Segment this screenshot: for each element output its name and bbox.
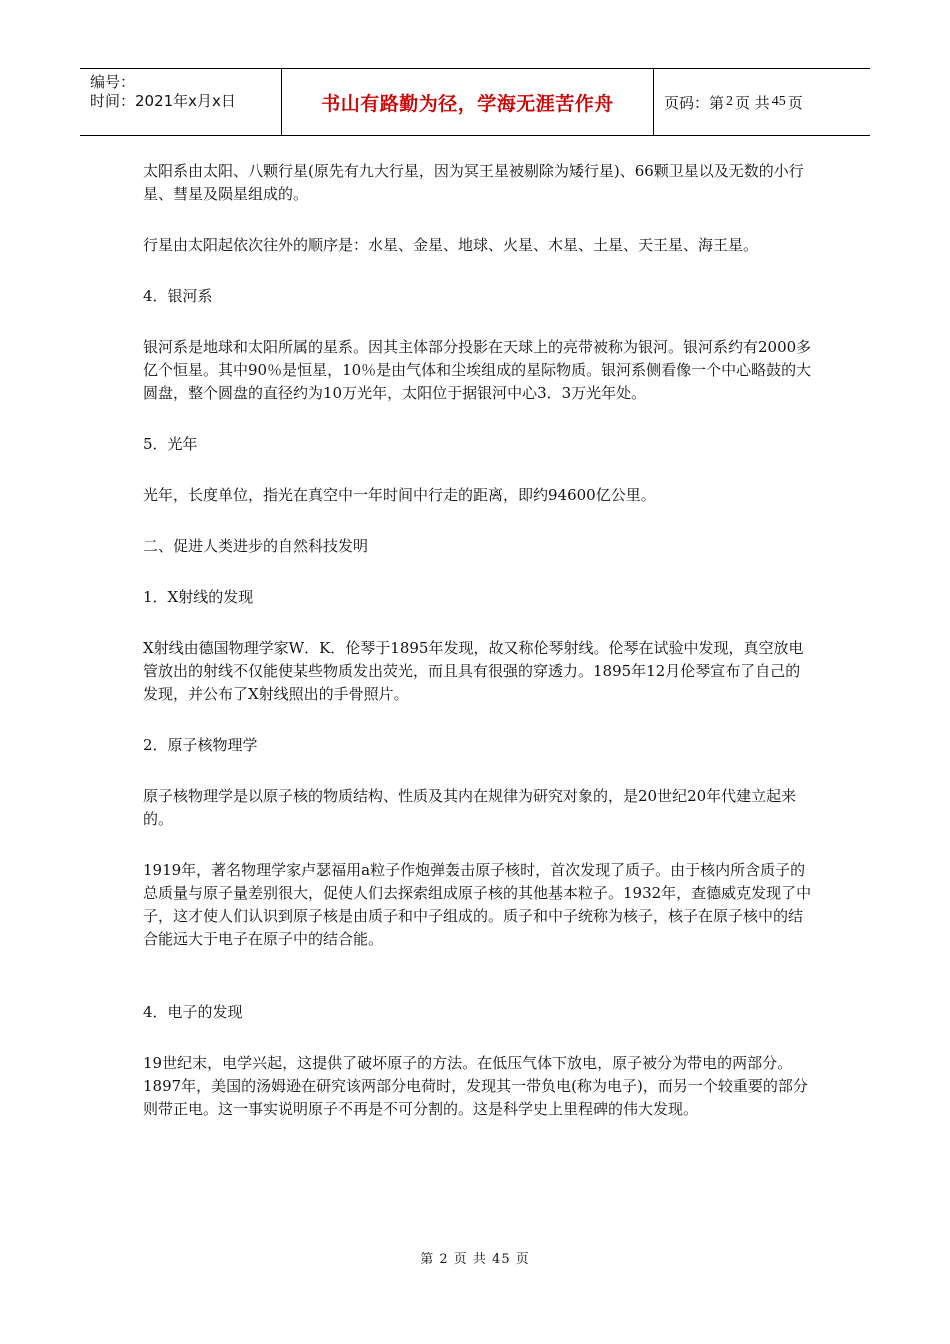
- page-footer: 第 2 页 共 45 页: [420, 1252, 530, 1267]
- heading-light-year: 5．光年: [143, 435, 198, 453]
- header-meta: [80, 69, 282, 135]
- page-label-middle: 页 共: [735, 93, 770, 112]
- header-motto-cell: [282, 69, 654, 135]
- paragraph-nuclear-physics: 原子核物理学是以原子核的物质结构、性质及其内在规律为研究对象的，是20世纪20年代建立起来的。: [143, 787, 797, 828]
- page-current-number: 2: [726, 94, 734, 109]
- page-label-prefix: 页码：第: [664, 93, 725, 112]
- page-total-number: 45: [771, 94, 786, 109]
- heading-nuclear-physics: 2．原子核物理学: [143, 736, 258, 754]
- section-heading-inventions: 二、促进人类进步的自然科技发明: [143, 537, 369, 555]
- page-label-suffix: 页: [787, 93, 803, 112]
- paragraph-solar-system: 太阳系由太阳、八颗行星(原先有九大行星，因为冥王星被剔除为矮行星)、66颗卫星以及无数的小行星、彗星及陨星组成的。: [143, 162, 804, 203]
- paragraph-planet-order: 行星由太阳起依次往外的顺序是：水星、金星、地球、火星、木星、土星、天王星、海王星。: [143, 236, 759, 254]
- paragraph-x-ray: X射线由德国物理学家W．K．伦琴于1895年发现，故又称伦琴射线。伦琴在试验中发现，真空放电管放出的射线不仅能使某些物质发出荧光，而且具有很强的穿透力。1895年12月伦琴宣布了自己的发现，并公布了X射线照出的手骨照片。: [143, 639, 804, 703]
- heading-x-ray: 1．X射线的发现: [143, 588, 254, 606]
- paragraph-electron: 19世纪末，电学兴起，这提供了破坏原子的方法。在低压气体下放电，原子被分为带电的两部分。1897年，美国的汤姆逊在研究该两部分电荷时，发现其一带负电(称为电子)，而另一个较重要的部分则带正电。这一事实说明原子不再是不可分割的。这是科学史上里程碑的伟大发现。: [143, 1054, 808, 1118]
- document-body: [143, 160, 815, 1149]
- header-page-info: [654, 69, 870, 135]
- header-motto: 书山有路勤为径，学海无涯苦作舟: [321, 92, 614, 115]
- paragraph-light-year: 光年，长度单位，指光在真空中一年时间中行走的距离，即约94600亿公里。: [143, 486, 656, 504]
- document-header: [80, 68, 870, 136]
- paragraph-milky-way: 银河系是地球和太阳所属的星系。因其主体部分投影在天球上的亮带被称为银河。银河系约有2000多亿个恒星。其中90％是恒星，10％是由气体和尘埃组成的星际物质。银河系侧看像一个中心略鼓的大圆盘，整个圆盘的直径约为10万光年，太阳位于据银河中心3．3万光年处。: [143, 338, 812, 402]
- document-time-label: 时间：2021年x月x日: [90, 92, 236, 110]
- heading-electron: 4．电子的发现: [143, 1003, 243, 1021]
- paragraph-proton-neutron: 1919年，著名物理学家卢瑟福用a粒子作炮弹轰击原子核时，首次发现了质子。由于核内所含质子的总质量与原子量差别很大，促使人们去探索组成原子核的其他基本粒子。1932年，查德威克发现了中子，这才使人们认识到原子核是由质子和中子组成的。质子和中子统称为核子，核子在原子核中的结合能远大于电子在原子中的结合能。: [143, 861, 812, 948]
- heading-milky-way: 4．银河系: [143, 287, 213, 305]
- document-number-label: 编号：: [90, 73, 136, 91]
